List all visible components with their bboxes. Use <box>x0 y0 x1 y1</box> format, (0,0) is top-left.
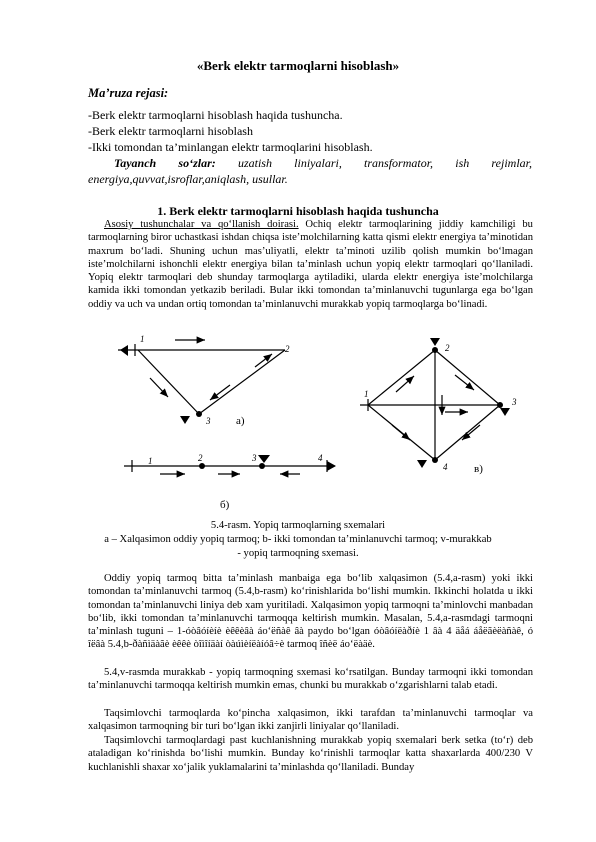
paragraph-text: 5.4,v-rasmda murakkab - yopiq tarmoqning sxemasi ko‘rsatilgan. Bunday tarmoqni ikki tomondan ta’minlanuvchi tarmoqqa keltirish mumkin emas, chunki bu murakkab o‘zgarishlarni talab etadi. <box>88 667 533 692</box>
paragraph <box>88 734 533 774</box>
diagram-b-label: б) <box>220 499 230 511</box>
paragraph-text: Oddiy yopiq tarmoq bitta ta’minlash manbaiga ega bo‘lib xalqasimon (5.4,a-rasm) yoki ikki tomondan ta’minlanuvchi tarmoq (5.4,b-rasm) ko‘rinishlarida bo‘lishi mumkin. Ikkinchi holatda u ikki tomondan ta’minlanuvchi liniya deb xam yuritiladi. Xalqasimon yopiq tarmoqni ta’minlovchi manbadan bo‘lib, ikki tomondan ta’minlanuvchi tarmoqqa keltirish mumkin. Masalan, 5.4,a-rasmdagi tarmoqni ta’minlash tuguni – 1-óòâóíèíè èêêèâà áo‘ëñàê âà paydo bo‘lgan óòâóíëàðíè 1 âà 4 äåá áåëãèëàñàê, ó îëâà 5.4,b-ðàñìäàãè èêêè òîìîíäàí òàúìèíëàíóâ÷è tarmoq îñèë áo‘ëàäè. <box>88 573 533 651</box>
diagram-b-node-label: 2 <box>198 453 203 463</box>
keywords-block <box>88 155 532 187</box>
paragraph-intro-text: Ochiq elektr tarmoqlarining jiddiy kamchiligi bu tarmoqlarning biror uchastkasi ishdan chiqsa iste’molchilarning katta qismi elektr energiya ta’minotidan maxrum bo‘ladi. Shuning uchun mas’uliyatli, elektr ta’minoti uzilib qolish mumkin bo‘lmagan iste’molchilarni ishonchli elektr energiya bilan ta’minlash uchun yopiq elektr tarmoqlari qo‘llaniladi. Yopiq elektr tarmoqlari deb shunday tarmoqlarga aytiladiki, ularda elektr energiya iste’molchilarga kamida ikki tomondan yetkazib beriladi. Bular ikki tomondan ta’minlanuvchi tugunlarga ega bo‘lgan oddiy va uch va undan ortiq tomondan ta’minlanuvchi murakkab yopiq tarmoqlarga bo‘linadi. <box>88 219 533 310</box>
diagram-v-label: в) <box>474 463 483 475</box>
load-arrow-icon <box>327 461 336 471</box>
plan-item: -Berk elektr tarmoqlarni hisoblash <box>88 124 253 138</box>
document-title: «Berk elektr tarmoqlarni hisoblash» <box>196 58 400 73</box>
keywords-text: uzatish liniyalari, transformator, ish rejimlar, energiya,quvvat,isroflar,aniqlash, usullar. <box>88 156 532 186</box>
load-arrow-icon <box>120 345 128 356</box>
diagram-v-node-label: 4 <box>443 462 448 472</box>
figure-caption-line: - yopiq tarmoqning sxemasi. <box>237 548 359 559</box>
diagram-v-complex-network <box>360 350 500 460</box>
load-arrow-icon <box>430 338 440 346</box>
diagram-a-node-label: 3 <box>206 416 211 426</box>
underlined-lead: Asosiy tushunchalar va qo‘llanish doirasi. <box>104 219 299 230</box>
node-dot <box>432 347 438 353</box>
node-dot <box>497 402 503 408</box>
paragraph <box>88 707 533 734</box>
diagram-a-label: a) <box>236 415 245 427</box>
paragraph <box>88 572 533 652</box>
node-dot <box>259 463 265 469</box>
diagram-b-node-label: 4 <box>318 453 323 463</box>
plan-item: -Berk elektr tarmoqlarni hisoblash haqida tushuncha. <box>88 108 343 122</box>
diagram-a-node-label: 2 <box>285 344 290 354</box>
node-dot <box>199 463 205 469</box>
figure-caption-line: a – Xalqasimon oddiy yopiq tarmoq; b- ikki tomondan ta’minlanuvchi tarmoq; v-murakkab <box>104 534 492 545</box>
network-diagrams-figure <box>0 330 596 520</box>
section-heading: 1. Berk elektr tarmoqlarni hisoblash haqida tushuncha <box>157 204 439 218</box>
paragraph-text: Taqsimlovchi tarmoqlardagi past kuchlanishning murakkab yopiq sxemalari berk setka (to‘r) deb ataladigan ko‘rinishda bo‘lishi mumkin. Bunday ko‘rinishli tarmoqlar katta shaxarlarda 400/230 V kuchlanishli shaxar xo‘jalik yuklamalarini ta’minlashda qo‘llaniladi. Bunday <box>88 735 533 773</box>
keywords-label: Tayanch so‘zlar: <box>114 156 216 170</box>
paragraph-text: Taqsimlovchi tarmoqlarda ko‘pincha xalqasimon, ikki tarafdan ta’minlanuvchi tarmoqlar va xalqasimon tarmoqning bir turi bo‘lgan ikki zanjirli liniyalar qo‘llaniladi. <box>88 708 533 733</box>
diagram-b-node-label: 1 <box>148 456 153 466</box>
diagram-b-node-label: 3 <box>252 453 257 463</box>
diagram-b-double-fed-line <box>124 460 335 474</box>
paragraph <box>88 666 533 693</box>
diagram-a-node-label: 1 <box>140 334 145 344</box>
figure-caption-title: 5.4-rasm. Yopiq tarmoqlarning sxemalari <box>210 520 386 531</box>
diagram-v-node-label: 3 <box>512 397 517 407</box>
node-dot <box>196 411 202 417</box>
diagram-a-ring-network <box>118 340 285 414</box>
diagram-v-node-label: 2 <box>445 343 450 353</box>
load-arrow-icon <box>500 408 510 416</box>
node-dot <box>432 457 438 463</box>
load-arrow-icon <box>180 416 190 424</box>
lecture-plan-heading: Ma’ruza rejasi: <box>88 86 169 100</box>
diagram-v-node-label: 1 <box>364 389 369 399</box>
load-arrow-icon <box>417 460 427 468</box>
paragraph-intro <box>88 218 533 311</box>
plan-item: -Ikki tomondan ta’minlangan elektr tarmoqlarini hisoblash. <box>88 140 373 154</box>
load-arrow-icon <box>258 455 270 463</box>
